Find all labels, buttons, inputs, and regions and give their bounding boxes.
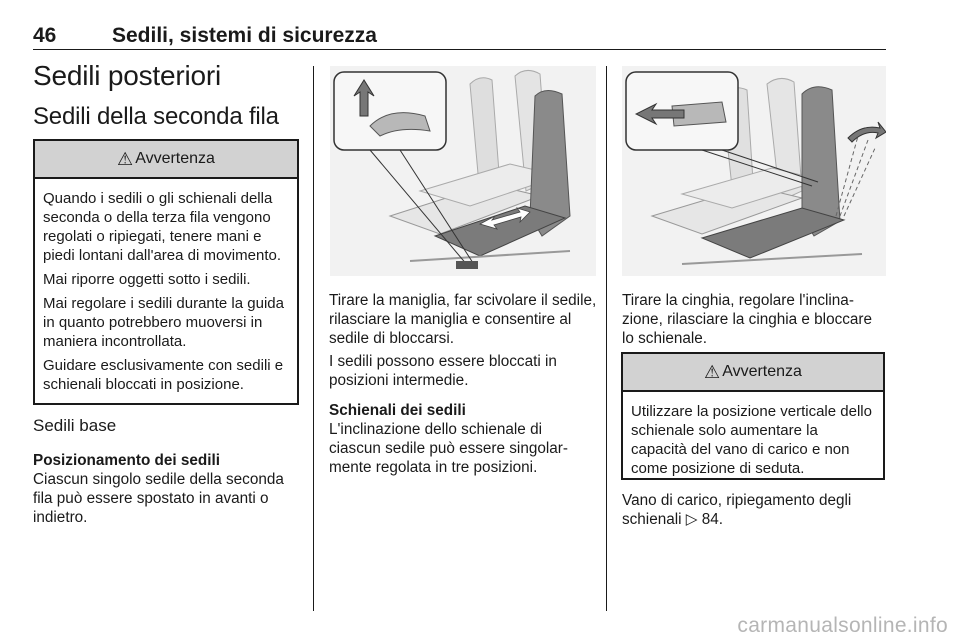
warning-box xyxy=(33,139,299,405)
cross-reference-text: Vano di carico, ripiegamento degli schienali xyxy=(622,492,852,528)
warning-label: Avvertenza xyxy=(135,150,215,167)
sub-heading: Sedili base xyxy=(33,416,117,435)
header-rule xyxy=(33,49,886,50)
warning-header xyxy=(623,354,883,392)
page-reference-triangle-icon: ▷ xyxy=(685,511,698,528)
running-title: Sedili, sistemi di sicurezza xyxy=(112,24,377,47)
body-paragraph: I sedili possono essere bloccati in posizioni intermedie. xyxy=(329,353,557,389)
warning-paragraph: Utilizzare la posizione verticale dello schienale solo aumentare la capacità del vano di carico e non come posizione di seduta. xyxy=(631,403,872,477)
warning-body xyxy=(35,179,297,402)
bold-heading: Schienali dei sedili xyxy=(329,402,466,419)
page-header xyxy=(33,22,886,50)
warning-paragraph: Guidare esclusivamente con sedili e schienali bloccati in posizione. xyxy=(43,357,284,393)
cross-reference-paragraph xyxy=(622,491,888,529)
warning-triangle-icon: ⚠ xyxy=(704,361,721,382)
warning-box xyxy=(621,352,885,480)
column-divider-1 xyxy=(313,66,314,611)
warning-body xyxy=(623,392,883,486)
warning-label: Avvertenza xyxy=(722,363,802,380)
section-title: Sedili posteriori xyxy=(33,60,222,91)
warning-paragraph: Mai riporre oggetti sotto i sedili. xyxy=(43,271,251,288)
column-divider-2 xyxy=(606,66,607,611)
warning-header xyxy=(35,141,297,179)
body-paragraph: Tirare la cinghia, regolare l'inclinazione, rilasciare la cinghia e bloccare lo schienale. xyxy=(622,292,872,347)
body-paragraph: L'inclinazione dello schienale di ciascun sedile può essere singolarmente regolata in tre posizioni. xyxy=(329,421,568,476)
warning-triangle-icon: ⚠ xyxy=(117,148,134,169)
body-paragraph: Ciascun singolo sedile della seconda fila può essere spostato in avanti o indietro. xyxy=(33,471,284,526)
backrest-recline-illustration xyxy=(622,66,886,276)
body-paragraph: Tirare la maniglia, far scivolare il sedile, rilasciare la maniglia e consentire al sedile di bloccarsi. xyxy=(329,292,597,347)
seat-slide-illustration xyxy=(330,66,596,276)
page-number: 46 xyxy=(33,24,57,47)
warning-paragraph: Quando i sedili o gli schienali della seconda o della terza fila vengono regolati o ripiegati, tenere mani e piedi lontani dall'area di movimento. xyxy=(43,190,282,264)
bold-heading: Posizionamento dei sedili xyxy=(33,452,220,469)
watermark: carmanualsonline.info xyxy=(737,614,948,637)
warning-paragraph: Mai regolare i sedili durante la guida in quanto potrebbero muoversi in maniera incontrollata. xyxy=(43,295,284,350)
subsection-title: Sedili della seconda fila xyxy=(33,103,279,130)
page-reference-number[interactable]: 84. xyxy=(701,511,724,528)
